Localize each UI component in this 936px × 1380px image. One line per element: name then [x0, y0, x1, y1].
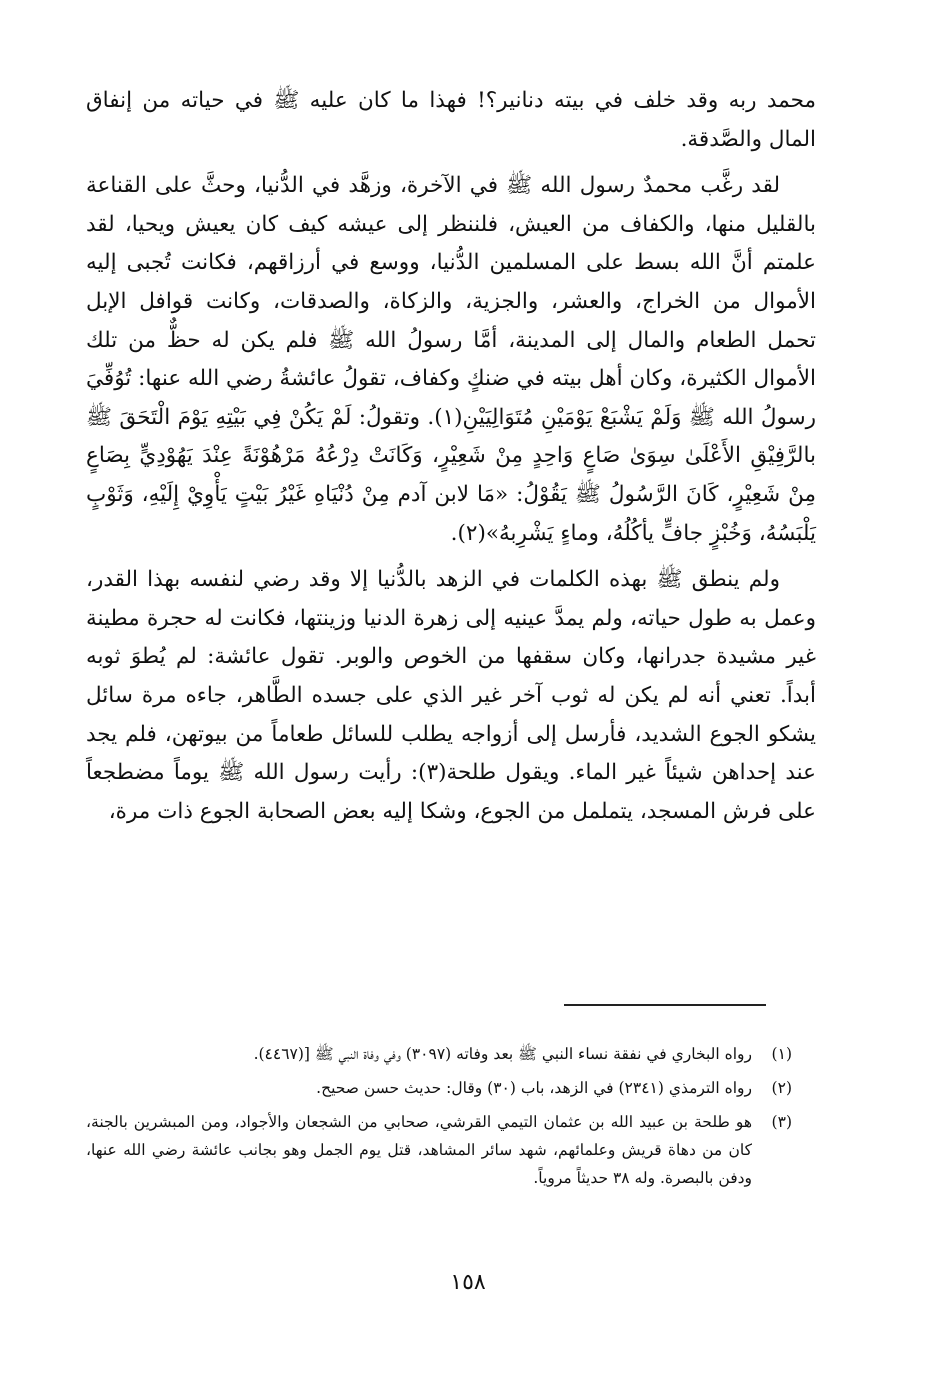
- footnote-divider: [564, 1004, 766, 1006]
- footnote-number: (٢): [771, 1079, 792, 1097]
- footnote-text: رواه البخاري في نفقة نساء النبي ﷺ بعد وفاته (٣٠٩٧) وفي وفاة النبي ﷺ [(٤٤٦٧).: [253, 1045, 752, 1063]
- paragraph-intro: محمد ربه وقد خلف في بيته دنانير؟! فهذا ما كان عليه ﷺ في حياته من إنفاق المال والصَّدقة.: [86, 88, 816, 152]
- footnote-text: رواه الترمذي (٢٣٤١) في الزهد، باب (٣٠) وقال: حديث حسن صحيح.: [316, 1079, 752, 1097]
- footnotes: [86, 1040, 792, 1198]
- paragraph-life: ولم ينطق ﷺ بهذه الكلمات في الزهد بالدُّنيا إلا وقد رضي لنفسه بهذا القدر، وعمل به طول حياته، ولم يمدَّ عينيه إلى زهرة الدنيا وزينتها، فكانت له حجرة مطينة غير مشيدة جدرانها، وكان سقفها من الخوص والوبر. تقول عائشة: لم يُطوَ ثوبه أبداً. تعني أنه لم يكن له ثوب آخر غير الذي على جسده الطَّاهر، جاءه مرة سائل يشكو الجوع الشديد، فأرسل إلى أزواجه يطلب للسائل طعاماً من بيوتهن، فلم يجد عند إحداهن شيئاً غير الماء. ويقول طلحة(٣): رأيت رسول الله ﷺ يوماً مضطجعاً على فرش المسجد، يتململ من الجوع، وشكا إليه بعض الصحابة الجوع ذات مرة،: [86, 567, 816, 824]
- footnote-1: [86, 1040, 792, 1068]
- footnote-number: (١): [771, 1045, 792, 1063]
- footnote-2: [86, 1074, 792, 1102]
- footnote-number: (٣): [771, 1113, 792, 1131]
- footnote-3: [86, 1108, 792, 1192]
- paragraph-zuhd: لقد رغَّب محمدٌ رسول الله ﷺ في الآخرة، وزهَّد في الدُّنيا، وحثَّ على القناعة بالقليل منها، والكفاف من العيش، فلننظر إلى عيشه كيف كان يعيش ويحيا، لقد علمتم أنَّ الله بسط على المسلمين الدُّنيا، ووسع في أرزاقهم، فكانت تُجبى إليه الأموال من الخراج، والعشر، والجزية، والزكاة، والصدقات، وكانت قوافل الإبل تحمل الطعام والمال إلى المدينة، أمَّا رسولُ الله ﷺ فلم يكن له حظٌّ من تلك الأموال الكثيرة، وكان أهل بيته في ضنكٍ وكفاف، تقولُ عائشةُ رضي الله عنها: تُوُفِّيَ رسولُ الله ﷺ وَلَمْ يَشْبَعْ يَوْمَيْنِ مُتَوَالِيَيْنِ(١). وتقولُ: لَمْ يَكُنْ فِي بَيْتِهِ يَوْمَ الْتَحَقَ ﷺ بالرَّفِيْقِ الأَعْلَىٰ سِوَىٰ صَاعٍ وَاحِدٍ مِنْ شَعِيْرٍ، وَكَانَتْ دِرْعُهُ مَرْهُوْنَةً عِنْدَ يَهُوْدِيٍّ بِصَاعٍ مِنْ شَعِيْرٍ، كَانَ الرَّسُولُ ﷺ يَقُوْلُ: «مَا لابن آدم مِنْ دُنْيَاهِ غَيْرُ بَيْتٍ يَأْوِيْ إِلَيْهِ، وَثَوْبٍ يَلْبَسُهُ، وَخُبْزٍ جافٍّ يأكُلُهُ، وماءٍ يَشْرِبهُ»(٢).: [86, 173, 817, 546]
- main-text: [86, 82, 816, 831]
- footnote-text: هو طلحة بن عبيد الله بن عثمان التيمي القرشي، صحابي من الشجعان والأجواد، ومن المبشرين بالجنة، كان من دهاة قريش وعلمائهم، شهد سائر المشاهد، قتل يوم الجمل وهو بجانب عائشة رضي الله عنها، ودفن بالبصرة. وله ٣٨ حديثاً مروياً.: [86, 1113, 752, 1187]
- page-number: ١٥٨: [450, 1270, 486, 1295]
